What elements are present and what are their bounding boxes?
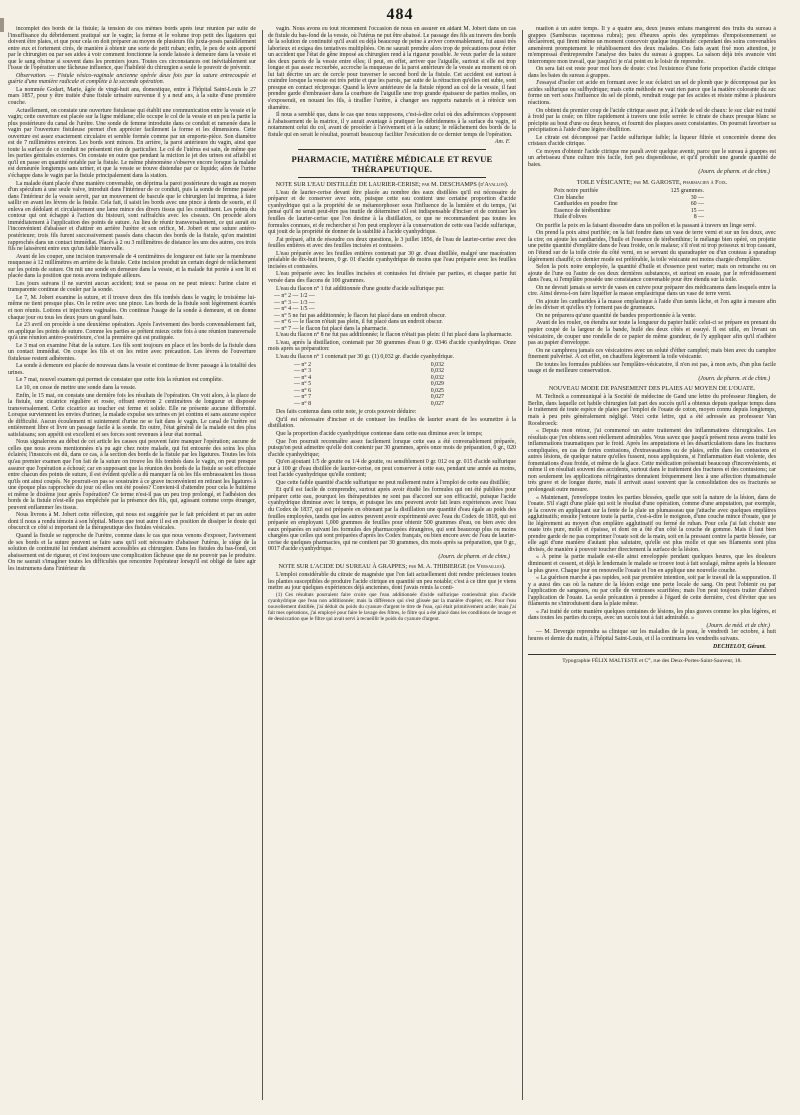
ingredient-qty: 30 — [690, 194, 704, 201]
flask-label: — n° 7 [294, 394, 312, 401]
flask-value: 0,029 [430, 381, 444, 388]
paragraph: L'eau, après la distillation, contenait par 30 grammes d'eau 0 gr. 0346 d'acide cyanhydrique. Onze mois après sa préparation: [268, 339, 516, 353]
acid-addition-line: — n° 3 — 1/3 — [274, 299, 315, 306]
paragraph: Il nous a semblé que, dans le cas que nous supposons, c'est-à-dire celui où des adhérences s'opposent à l'abaissement de la matrice, il y aurait avantage à pratiquer les débridemens à la surface du vagin, et notamment celui du col, avant de procéder à l'avivement et à la suture; le relâchement des bords de la fistule qui en serait le résultat, pourrait beaucoup faciliter l'exécution de ce dernier temps de l'opération. [268, 112, 516, 138]
paragraph: L'eau du flacon n° 1 fut additionnée d'une goutte d'acide sulfurique pur. [276, 285, 445, 292]
paragraph: vagin. Nous avons eu tout récemment l'occasion de nous en assurer en aidant M. Jobert dans un cas de fistule du bas-fond de la vessie, où l'utérus ne put être abaissé. Le passage des fils au travers des bords de la solution de continuité qu'il avait eu déjà beaucoup de peine à aviver convenablement, fut aussi très laborieux et exigea des tentatives multipliées. On ne saurait prendre alors trop de précautions pour éviter un accident que l'état de gêne imposé au chirurgien rend à la rigueur possible. Je veux parler de la suture des deux parois de la vessie entre elles; il peut, en effet, arriver que l'aiguille, surtout si elle est trop longue et pas assez recourbée, accroche la muqueuse de la paroi antérieure de la vessie au moment où on lui fait décrire un arc de cercle pour traverser le second bord de la fistule. Cet accident est surtout à craindre lorsque la vessie est très petite et que les parois, par suite de la rétraction qu'elles ont subie, sont presque en contact réciproque. Quand la lèvre antérieure de la fistule répond au col de la vessie, il faut prendre garde d'embrasser dans la courbure de l'aiguille une trop grande épaisseur de parties molles, on s'exposerait, en nouant les fils, à tirailler l'urètre, à changer ses rapports naturels et à rétrécir son diamètre. [268, 26, 516, 111]
flask-label: — n° 5 [294, 381, 312, 388]
paragraph: Enfin, le 15 mai, on constate une dernière fois les résultats de l'opération. On voit alors, à la place de la fistule, une cicatrice régulière et rosée, offrant environ 2 centimètres de longueur et disposée transversalement. Cette cicatrice au toucher est ferme et solide. Elle ne présente aucune difformité. Lorsque surviennent les envies d'uriner, la malade expulse ses urines en jet continu et sans aucune espèce de difficulté. Aucun écoulement ni suintement d'urine ne se fait dans le vagin. Le canal de l'urètre est entièrement libre et livre un passage facile à la sonde. En outre, l'état général de la malade est des plus satisfaisans; son appétit est excellent et ses forces sont revenues à leur état normal. [8, 392, 256, 438]
paragraph: De toutes les formules publiées sur l'emplâtre-vésicatoire, il n'en est pas, à mon avis, d'un plus facile usage et de meilleure conservation. [528, 361, 776, 375]
paragraph: Avant de les couper, une incision transversale de 4 centimètres de longueur est faite sur la membrane muqueuse à 12 millimètres en arrière de la fistule. Cette incision produit un certain degré de relâchement sur les points de suture. On mit une sonde en demeure dans la vessie, et la malade fut portée à son lit et placée dans la position que nous avons indiquée ailleurs. [8, 253, 256, 280]
paragraph: « À peine la partie malade est-elle ainsi enveloppée pendant quelques heures, que les douleurs diminuent et cessent, et déjà le lendemain le malade se trouve tout à fait soulagé, même après la blessure la plus grave. Chaque jour on renouvelle l'ouate et l'on en applique une nouvelle couche. [528, 554, 776, 574]
paragraph: Actuellement, on constate une ouverture fistuleuse qui établit une communication entre la vessie et le vagin; cette ouverture est placée sur la ligne médiane; elle occupe le col de la vessie et un peu la partie la plus postérieure du canal de l'urètre. Une sonde de femme introduite dans ce conduit et ramenée dans le vagin par l'ouverture fistuleuse permet d'en apprécier facilement la forme et les dimensions. Cette ouverture est assez exactement circulaire et semble formée comme par un emporte-pièce. Son diamètre est de 7 millimètres environ. Les bords sont minces. En arrière, la paroi antérieure du vagin, ainsi que toute la surface de ce conduit ne présentent rien de particulier. Le col de l'utérus est sain, de même que les parties génitales externes. On constate en outre que pendant la miction le jet des urines est affaibli et qu'il en passe en quantité notable par la fistule. Le même phénomène s'observe encore lorsque la malade est demeurée longtemps sans uriner, et que la vessie se trouve distendue par ce liquide; alors de l'urine s'échappe dans le vagin par la fistule principalement dans la station. [8, 107, 256, 180]
ingredients-list [528, 188, 776, 221]
paragraph: « La guérison marche à pas rapides, soit par première intention, soit par le travail de la suppuration. Il y a aussi des cas où la nature de la lésion exige une perte locale de sang. On peut l'obtenir ou par l'application de sangsues, ou par celle de ventouses scarifiées; mais l'on peut toujours traiter d'abord l'application de l'ouate. La seule précaution à prendre à l'égard de cette dernière, c'est d'éviter que ses filaments ne s'introduisent dans la plaie même. [528, 575, 776, 608]
ingredient-name: Poix noire purifiée [554, 188, 599, 195]
paragraph: Que la proportion d'acide cyanhydrique contenue dans cette eau diminue avec le temps; [276, 430, 483, 437]
column-3 [528, 26, 776, 1101]
ingredient-qty: 15 — [690, 207, 704, 214]
paragraph: On ne préparera qu'une quantité de bandes proportionnée à la vente. [536, 312, 697, 319]
paragraph: J'essayai d'isoler cet acide en formant avec le suc éclairci un sel de plomb que je décomposai par les acides sulfurique ou sulfhydrique; mais cette méthode ne vaut rien parce que la matière colorante du suc forme un vert sous l'influence du sel de plomb, rendrait rouge par les acides et résiste même à plusieurs réactions. [528, 80, 776, 107]
paragraph: Qu'il est nécessaire d'inciser et de contuser les feuilles de laurier avant de les soumettre à la distillation. [268, 416, 516, 430]
paragraph: L'eau de laurier-cerise devant être placée au nombre des eaux distillées qu'il est nécessaire de préparer et de conserver avec soin, puisque cette eau contient une certaine proportion d'acide cyanhydrique qui a la propriété de se métamorphoser sous l'influence de la lumière et du temps, j'ai pensé qu'il ne serait peut-être pas inutile de déterminer s'il est indispensable d'inciser et de contuser les feuilles de laurier-cerise que l'on destine à la distillation, ce que ne recommandent pas toutes les formules connues, et de rechercher si l'on peut employer à la conservation de cette eau l'acide sulfurique, qui jouit de la propriété de donner de la stabilité à l'acide cyanhydrique. [268, 189, 516, 236]
source-citation: (Journ. de pharm. et de chim.) [698, 169, 770, 176]
paragraph: « J'ai traité de cette manière quelques centaines de lésions, les plus graves comme les plus légères, et dans toutes les parties du corps, avec un succès tout à fait admirable. » [528, 608, 776, 622]
paragraph: Ce moyen d'obtenir l'acide citrique me paraît avoir quelque avenir, parce que le sureau à grappes est un arbrisseau d'une culture très facile, fort peu dispendieuse, et qu'il produit une grande quantité de baies. [528, 148, 776, 168]
paragraph: On sera fait est reste pour moi hors de doute: c'est l'existence d'une forte proportion d'acide citrique dans les baies du sureau à grappes. [528, 66, 776, 79]
flask-value: 0,027 [430, 394, 444, 401]
article-title: NOTE SUR L'ACIDE DU SUREAU À GRAPPES; par M. A. THIBIERGE (de Versailles). [278, 563, 506, 571]
source-citation: (Journ. de pharm. et de chim.) [698, 375, 770, 382]
paragraph: On prend la poix ainsi purifiée; on la fait fondre dans un vase de terre verni et sur un feu doux, avec la cire; on ajoute les cantharides, l'huile et l'essence de térébenthine; le mélange bien opéré, on projette une petite quantité d'emplâtre dans de l'eau froide, on le malaxe; s'il n'est ni trop poisseux ni trop cassant, on l'étend sur de la toile cirée du côté verni, en se servant du sparadrapier ou d'un couteau à sparadrap légèrement chauffé; ce dernier mode est préférable, la toile vésicante est moins chargée d'emplâtre. [528, 230, 776, 263]
ingredient-qty: 125 grammes. [670, 188, 704, 195]
imprint-line: Typographie FÉLIX MALTESTE et C°, rue des Deux-Portes-Saint-Sauveur, 18. [528, 654, 776, 665]
paragraph: M. Terlinck a communiqué à la Société de médecine de Gand une lettre du professeur Jüngken, de Berlin, dans laquelle cet habile chirurgien fait part des succès qu'il a obtenus depuis quelque temps dans le traitement de toute espèce de plaies par l'emploi de l'ouate de coton, moyen connu depuis longtemps, mais à peu près généralement négligé. Voici cette lettre, qui a été adressée au professeur Van Roosbroeck: [528, 394, 776, 427]
flask-label: — n° 4 [294, 374, 312, 381]
paragraph: L'eau préparée avec les feuilles incisées et contusées fut divisée par parties, et chaque partie fut versée dans des flacons de 100 grammes. [268, 271, 516, 284]
paragraph: L'eau préparée avec les feuilles entières contenait par 30 gr. d'eau distillée, malgré une macération préalable de dix-huit heures, 0 gr. 01 d'acide cyanhydrique de moins que l'eau préparée avec les feuilles incisées et contusées. [268, 250, 516, 270]
flask-label: — n° 8 [294, 400, 312, 407]
paragraph: L'eau du flacon n° 8 ne fut pas additionnée; le flacon n'était pas plein: il fut placé dans la pharmacie. [276, 332, 513, 339]
flask-label: — n° 3 [294, 368, 312, 375]
ingredient-qty: 60 — [690, 201, 704, 208]
paragraph: J'ai préparé, afin de résoudre ces deux questions, le 3 juillet 1856, de l'eau de laurier-cerise avec des feuilles entières et avec des feuilles incisées et contusées. [268, 236, 516, 250]
paragraph: Avant de les rouler, on étendra sur toute la longueur du papier huilé: celui-ci se prépare en prenant du papier coupé de la largeur de la bande, huilé des deux côtés et essuyé. Il est utile, en livrant un vésicatoire, de couper une rondelle de ce papier de même grandeur, de l'y appliquer afin qu'il n'adhère pas au papier d'enveloppe. [528, 320, 776, 347]
paragraph: Que l'on pourrait reconnaître assez facilement lorsque cette eau a été convenablement préparée, puisqu'on peut admettre qu'elle doit contenir par 30 grammes, après onze mois de préparation, 0 gr., 020 d'acide cyanhydrique; [268, 438, 516, 458]
column-divider [262, 30, 263, 1100]
acid-addition-line: — n° 6 — le flacon n'était pas plein, il fut placé dans un endroit obscur. [274, 319, 443, 326]
author-signature: Am. F. [494, 139, 510, 146]
flask-value: 0,032 [430, 374, 444, 381]
paragraph: Quand la fistule se rapproche de l'urètre, comme dans le cas que nous venons d'exposer, l'avivement de ses bords et la suture peuvent se faire sans qu'il soit nécessaire d'abaisser l'utérus, le siège de la solution de continuité lui rendant aisément accessibles au chirurgien. Dans les fistules du bas-fond, cet abaissement est de rigueur, et c'est toujours une complication fâcheuse que de ne pouvoir pas le produire. On ne saurait s'imaginer toutes les difficultés que rencontre l'opérateur lorsqu'il est obligé de faire agir les instrumens dans l'intérieur du [8, 533, 256, 572]
results-table [268, 362, 516, 408]
paragraph: Le 3 mai on examine l'état de la suture. Les fils sont toujours en place et les bords de la fistule dans un contact immédiat. On coupe les fils et on les retire avec précaution. Les lèvres de l'ouverture fistuleuse restent adhérentes. [8, 342, 256, 362]
paragraph: L'emploi considérable du citrate de magnésie que l'on fait actuellement doit rendre précieuses toutes les plantes susceptibles de produire l'acide citrique en quantité un peu notable; c'est à ce titre que je viens mettre au jour quelques expériences déjà anciennes, dont j'avais remis la conti- [268, 572, 516, 592]
paragraph: Le 7, M. Jobert examine la suture, et il trouve deux des fils tombés dans le vagin; le troisième lui-même ne tient presque plus. On le retire avec une pince. Les bords de la fistule sont légèrement écartés et non réunis. Lotions et injections vaginales. On continue l'usage de la sonde à demeure, et on donne chaque jour ou tous les deux jours un grand bain. [8, 294, 256, 321]
results-row [294, 401, 444, 408]
column-divider [522, 30, 523, 1100]
article-title: NOTE SUR L'EAU DISTILLÉE DE LAURIER-CERISE; par M. DESCHAMPS (d'Avallon). [275, 180, 509, 188]
ingredient-qty: 8 — [693, 214, 704, 221]
printer-signature: DECHELOT, Gérant. [713, 643, 766, 650]
paragraph: La malade étant placée d'une manière convenable, on déprima la paroi postérieure du vagin au moyen d'un spéculum à une seule valve, introduit dans l'intérieur de ce conduit, puis la sonde de femme passée dans l'intérieur de la vessie servit, par un mouvement de bascule que le chirurgien lui imprima, à faire saillir en avant les lèvres de la fistule. Cela fait, il saisit les bords avec une pince à dents de souris, et il enleva en dédolant et circulairement une lame mince des divers tissus qui les constituent. Les points du contour qui ont échappé à l'action du bistouri, sont raffraîchis avec les ciseaux. On procède alors immédiatement à l'application des points de suture. Au lieu de réunir transversalement, ce qui aurait eu l'inconvénient d'abaisser et d'attirer en arrière l'urètre et son orifice, M. Jobert et une suture antéro-postérieure; trois fils furent successivement passés dans chacun des bords de la fistule, qu'on maintint rapprochés dans un contact immédiat. Placés à 2 ou 3 millimètres de distance les uns des autres, ces trois fils ne laissèrent entre eux qu'un faible intervalle. [8, 180, 256, 253]
ingredient-name: Cire blanche [554, 194, 584, 201]
section-divider [298, 177, 486, 178]
paragraph: On purifie la poix en la faisant dissoudre dans un poêlon et la passant à travers un linge serré. [536, 222, 757, 229]
observation-heading: Observation. — Fistule vésico-vaginale ancienne opérée deux fois par la suture entrecoupée et guérie d'une manière radicale et complète à la seconde opération. [8, 72, 256, 86]
ingredient-name: Huile d'olives [554, 214, 587, 221]
paragraph: Qu'en ajoutant 1/5 de goutte ou 1/4 de goutte, ou sensiblement 0 gr. 012 ou gr. 015 d'acide sulfurique pur à 100 gr d'eau distillée de laurier-cerise, on peut conserver à cette eau, pendant une année au moins, tout l'acide cyanhydrique qu'elle contient; [268, 459, 516, 479]
acid-addition-line: — n° 7 — le flacon fut placé dans la pharmacie. [274, 325, 388, 332]
article-title: TOILE VÉSICANTE; par M. GAROSTE, pharmacien à Foix. [576, 179, 728, 187]
section-title: PHARMACIE, MATIÈRE MÉDICALE ET REVUE THÉRAPEUTIQUE. [291, 153, 493, 174]
paragraph: Et qu'il est facile de comprendre, surtout après avoir étudié les formules qui ont été publiées pour préparer cette eau, pourquoi les thérapeutistes ne sont pas d'accord sur son efficacité, puisque l'acide cyanhydrique diminue avec le temps, et puisque les uns peuvent avoir fait leurs expériences avec l'eau du Codex de 1837, qui est préparée en obtenant par la distillation une quantité d'eau égale au poids des feuilles employées, tandis que les autres peuvent avoir expérimenté avec l'eau du Codex de 1818, qui est préparée en employant 1,000 grammes de feuilles pour obtenir 500 grammes d'eau, ou bien avec des eaux préparées en suivant les formules des pharmacopées étrangères, qui sont beaucoup plus ou moins chargées que celles qui sont préparées d'après les Codex français, ou bien encore avec de l'eau de laurier-cerise de quelques pharmacies, qui ne contient par 30 grammes, dix mois après sa préparation, que 0 gr., 0017 d'acide cyanhydrique. [268, 487, 516, 553]
paragraph: Nous signalerons au début de cet article les causes qui peuvent faire manquer l'opération; aucune de celles que nous avons mentionnées n'a pu agir chez notre malade, qui fut entourée des soins les plus éclairés; l'insuccès est dû, dans ce cas, à la section des bords de la fistule par les ligatures. Toutes les fois qu'au premier examen que l'on fait de la suture on trouve les fils tombés dans le vagin, on peut presque assurer que l'opération a échoué; car en supposant que la réunion des bords de la fistule se soit effectuée entre chacun des points de suture, il est évident qu'elle a dû manquer là où les fils embrassaient les tissus qu'ils ont ainsi coupés. Ne pourrait-on pas se soustraire à ce grave inconvénient en retirant les ligatures à une époque plus rapprochée du jour où elles ont été posées? Convient-il d'attendre pour cela le huitième et même le dixième jour après l'opération? Ce terme n'est-il pas un peu trop prolongé, et l'adhésion des bords de la fistule n'est-elle pas empêchée par la présence des fils, qui, agissant comme corps étranger, peuvent enflammer les tissus. [8, 439, 256, 511]
paragraph: Le 23 avril on procède à une deuxième opération. Après l'avivement des bords convenablement fait, on applique les points de suture. Comme les parties se prêtent mieux cette fois à une réunion transversale qu'à une réunion antéro-postérieure, c'est la première qui est pratiquée. [8, 322, 256, 342]
paragraph: nuation à un autre temps. Il y a quatre ans, deux jeunes enfans mangèrent des fruits du sureau à grappes (Sambucus racemosa rubra); peu d'heures après des symptômes d'empoisonnement se déclarèrent, qui firent même un moment concevoir quelque inquiétude: cependant des soins convenables amenèrent promptement le rétablissement des deux malades. Ces faits ayant fixé mon attention, je m'empressai d'entreprendre l'analyse des baies du sureau à grappes. La saison déjà très avancée vint interrompre mon travail, que jusqu'ici je n'ai point eu le loisir de reprendre. [528, 26, 776, 65]
flask-value: 0,025 [430, 387, 444, 394]
footnote: (1) Ces résultats pourraient faire croire que l'eau additionnée d'acide sulfurique contiendrait plus d'acide cyanhydrique que l'eau non additionnée; mais la différence qui s'est glissée par la manière d'opérer, etc. Pour l'eau nouvellement distillée, j'ai déduit du poids du cyanure d'argent le titre de l'eau, qui était primitivement acide; mais j'ai fait mes opérations, j'ai employé pour faire le lavage des filtres, le filtre qui a été placé dans les conditions de lavage et de dessiccation que le filtre qui avait servi à recueillir le poids du cyanure d'argent. [268, 592, 516, 622]
section-divider [298, 149, 486, 150]
source-citation: (Journ. de méd. et de chir.) [706, 622, 770, 629]
paragraph: « Maintenant, j'enveloppe toutes les parties blessées, quelle que soit la nature de la lésion, dans de l'ouate. S'il s'agit d'une plaie qui soit le résultat d'une opération, comme d'une amputation, par exemple, je la couvre en appliquant sur la fente de la plaie un plumasseau que j'attache avec quelques emplâtres agglutinatifs; ensuite j'entoure toute la partie, c'est-à-dire le moignon, d'une couche mince d'ouate, que je lie légèrement au moyen d'un emplâtre agglutinatif ou fermé de ruban. Pour cela j'ai fait choisir une ouate très pure, molle et épaisse, et dont on a ôté d'un côté la couche de gomme. Mais il faut bien prendre garde de ne pas comprimer l'ouate soit de la main, soit en la pressant contre la partie blessée, car elle agit d'une manière d'autant plus salutaire, qu'elle est plus molle et que ses filaments sont plus divisés, de manière à pouvoir toucher directement la surface de la lésion. [528, 494, 776, 553]
paragraph: « Depuis mon retour, j'ai commencé un autre traitement des inflammations chirurgicales. Les résultats que j'en obtiens sont réellement admirables. Vous savez que jusqu'à présent nous avons traité les inflammations traumatiques par le froid. Après les amputations et les désarticulations dans les fractures compliquées, en cas de fortes contusions, d'extravasations ou de plaies, enfin dans les contusions et autres lésions, de quelque nature qu'elles fussent, nous appliquions, si l'inflammation était violente, des fomentations d'eau froide, et même de la glace. Cette médication présentait beaucoup d'inconvénients, et même il en résultait souvent des accidents, surtout dans le traitement des fractures et des contusions; car non seulement les applications réfrigérantes donnaient fréquemment lieu à une affection rhumatismale très grave et de longue durée, mais il arrivait aussi souvent que la consolidation des os fracturés se prolongeait outre mesure. [528, 428, 776, 493]
paragraph: incomplet des bords de la fistule; la tension de ces mêmes bords après leur réunion par suite de l'insuffisance du débridement pratiqué sur le vagin; la forme et le volume trop petit des ligatures qui doivent être plates, et que pour cela on doit préparer au moyen de plusieurs fils juxta-posés parallèlement entre eux et fortement cirés, de manière à obtenir une sorte de petit ruban; enfin, le peu de soin apporté par le chirurgien ou par ses aides à voir comment fonctionne la sonde laissée à demeure dans la vessie et que le sang obstrue si souvent dans les premiers jours. Toutes ces circonstances ont inévitablement sur l'issue de l'opération une fâcheuse influence, que l'habileté du chirurgien a seule le pouvoir de prévenir. [8, 26, 256, 72]
flask-label: — n° 6 [294, 387, 312, 394]
paragraph: Des faits contenus dans cette note, je crois pouvoir déduire: [276, 409, 417, 416]
page-number: 484 [386, 6, 414, 23]
paragraph: Nous livrons à M. Jobert cette réflexion, qui nous est suggérée par le fait précédent et par un autre dont il nous a rendu témoin à son hôpital. Mieux que tout autre il est en position de dissiper le doute qui obscurcit ce côté si important de la thérapeutique des fistules vésicales. [8, 512, 256, 532]
ingredient-row [554, 214, 704, 221]
flask-label: — n° 2 [294, 361, 312, 368]
paragraph: L'eau du flacon n° 1 contenait par 30 gr. (1) 0,032 gr. d'acide cyanhydrique. [276, 353, 455, 360]
flask-value: 0,032 [430, 361, 444, 368]
paragraph: Que cette faible quantité d'acide sulfurique ne peut nullement nuire à l'emploi de cette eau distillée; [276, 479, 510, 486]
paragraph: Le citrate est décomposé par l'acide sulfurique faible; la liqueur filtrée et concentrée donne des cristaux d'acide citrique. [528, 134, 776, 148]
paragraph: Le 7 mai, nouvel examen qui permet de constater que cette fois la réunion est complète. [16, 377, 223, 384]
paragraph: On ne camphrera jamais ces vésicatoires avec un soluté d'éther camphré; mais bien avec du camphre finement pulvérisé. À cet effet, on chauffera légèrement la toile vésicante. [528, 347, 776, 361]
source-citation: (Journ. de pharm. et de chim.) [438, 553, 510, 560]
column-2 [268, 26, 516, 1101]
paragraph: Les jours suivans il ne survint aucun accident; tout se passa on ne peut mieux: l'urine claire et transparente continue de couler par la sonde. [8, 280, 256, 294]
paragraph: La nommée Godart, Marie, âgée de vingt-huit ans, domestique, entre à l'hôpital Saint-Louis le 27 mars 1857, pour y être traitée d'une fistule urinaire survenue il y a neuf ans, à la suite d'une première couche. [8, 86, 256, 107]
paragraph: On ajoute les cantharides à la masse emplastique à l'aide d'un tamis lâche, et l'on agite à mesure afin de les diviser et qu'elles n'y forment pas de grumeaux. [528, 298, 776, 312]
paragraph: Selon la poix noire employée, la quantité d'huile et d'essence peut varier; mais on retranche ou on ajoute de l'une ou l'autre de ces deux dernières substances, et surtout en essaie, par le refroidissement dans l'eau, si l'emplâtre possède une consistance convenable pour être étendu sur la toile. [528, 264, 776, 284]
news-paragraph: — M. Devergie reprendra sa clinique sur les maladies de la peau, le vendredi 1er octobre, à huit heures et demie du matin, à l'hôpital Saint-Louis, et il la continuera les vendredis suivans. [528, 629, 776, 643]
paragraph: Le 10, on cesse de mettre une sonde dans la vessie. [16, 384, 137, 391]
column-1 [8, 26, 256, 1101]
acid-addition-line: — n° 2 — 1/2 — [274, 293, 315, 300]
flask-value: 0,027 [430, 400, 444, 407]
ingredient-name: Essence de térébenthine [554, 207, 611, 214]
acid-addition-line: — n° 5 ne fut pas additionnée; le flacon fut placé dans un endroit obscur. [274, 312, 446, 319]
flask-value: 0,032 [430, 368, 444, 375]
paragraph: On ne devrait jamais se servir de vases en cuivre pour préparer des médicamens dans lesquels entre la cire. Ainsi devra-t-on faire liquéfier la masse emplastrique dans un vase de terre verni. [528, 284, 776, 298]
article-title: NOUVEAU MODE DE PANSEMENT DES PLAIES AU MOYEN DE L'OUATE. [548, 385, 756, 393]
paragraph: La sonde à demeure est placée de nouveau dans la vessie et continue de livrer passage à la totalité des urines. [8, 363, 256, 376]
ingredient-name: Cantharides en poudre fine [554, 201, 618, 208]
acid-addition-line: — n° 4 — 1/5 — [274, 306, 315, 313]
paragraph: On obtient du premier coup de l'acide citrique assez pur, à l'aide de sel de chaux: le suc clair est traité à froid par la craie; on filtre rapidement à travers une toile serrée: le citrate de chaux presque blanc se précipite au bout d'une ou deux heures, et fournit des plaques assez consistantes. On pourrait favoriser sa précipitation à l'aide d'une légère ébullition. [528, 107, 776, 134]
